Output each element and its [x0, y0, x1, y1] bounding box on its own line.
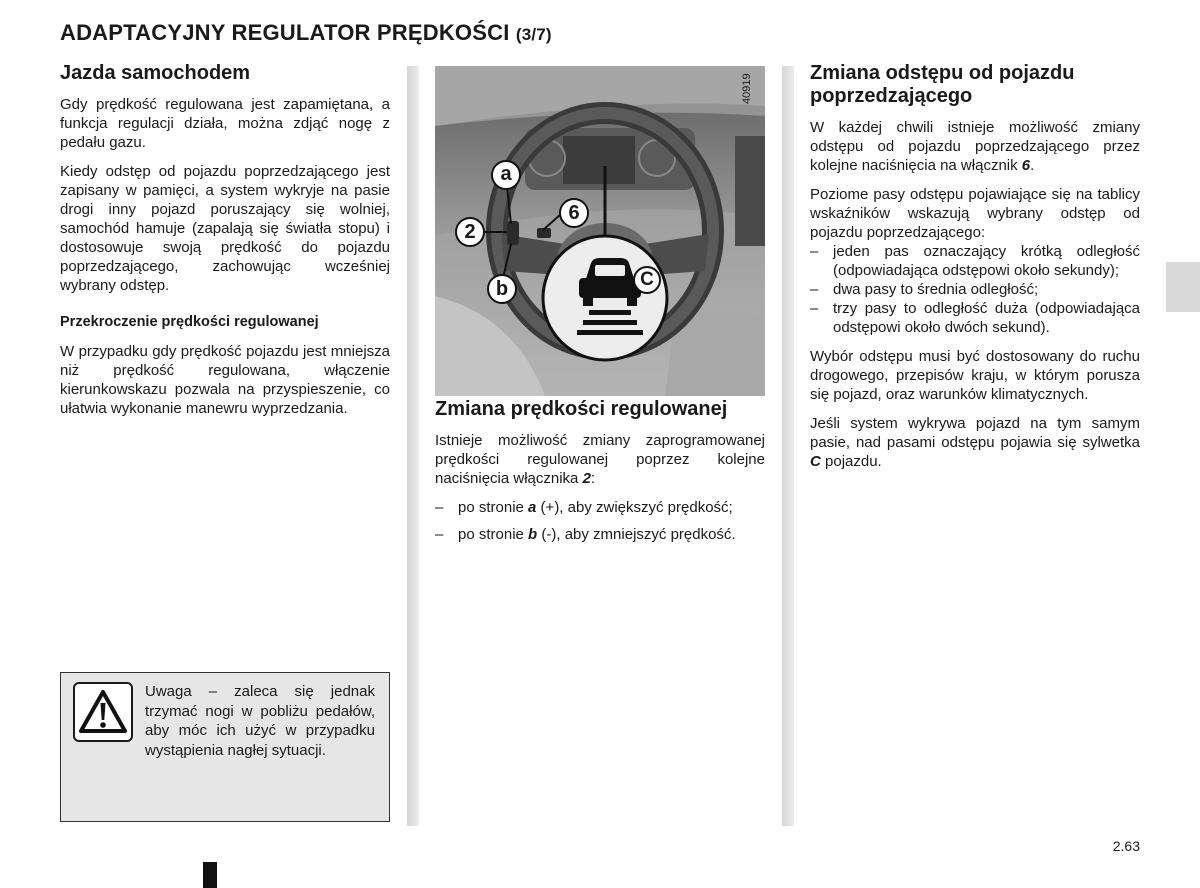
warning-box — [60, 672, 390, 822]
page-number: 2.63 — [1112, 838, 1140, 854]
speed-change-list — [435, 498, 765, 544]
overspeed-heading: Przekroczenie prędkości regulowanej — [60, 314, 319, 330]
switch-2-ref: 2 — [582, 470, 591, 487]
reference-number: 40919 — [741, 73, 753, 104]
item-text: po stronie — [458, 526, 529, 543]
callout-2: 2 — [455, 217, 485, 247]
distance-change-heading: Zmiana odstępu od pojazdu poprzedzającego — [810, 62, 1075, 107]
callout-c: C — [633, 266, 661, 294]
distance-bars-list — [810, 242, 1140, 337]
distance-paragraph-2: Poziome pasy odstępu pojawiające się na tablicy wskaźników wskazują wybrany odstęp od pojazdu poprzedzającego: — [810, 186, 1140, 241]
list-item: – trzy pasy to odległość duża (odpowiadająca odstępowi około dwóch sekund). — [810, 299, 1140, 337]
driving-paragraph-1: Gdy prędkość regulowana jest zapamiętana, a funkcja regulacji działa, można zdjąć nogę z pedału gazu. — [60, 96, 390, 151]
steering-wheel-illustration — [435, 66, 765, 396]
item-ref: b — [528, 526, 538, 543]
speed-change-intro-text: Istnieje możliwość zmiany zaprogramowanej prędkości regulowanej poprzez kolejne naciśnięcia włącznika — [435, 432, 765, 487]
page-title — [60, 20, 552, 46]
switch-6-ref: 6 — [1021, 157, 1031, 174]
driving-paragraph-2: Kiedy odstęp od pojazdu poprzedzającego jest zapisany w pamięci, a system wykryje na pasie drogi inny pojazd poruszający się wolniej, samochód hamuje (zapalają się światła stopu) i dostosowuje swoją prędkość do pojazdu poprzedzającego, zachowując wcześniej wybrany odstęp. — [60, 163, 390, 294]
paragraph-text: pojazdu. — [820, 453, 882, 470]
title-part: (3/7) — [515, 25, 552, 44]
section-tab-marker — [1166, 262, 1200, 312]
right-column — [810, 62, 1140, 481]
distance-paragraph-4 — [810, 414, 1140, 471]
driving-heading: Jazda samochodem — [60, 62, 251, 84]
paragraph-text: W każdej chwili istnieje możliwość zmiany odstępu od pojazdu poprzedzającego przez kolejne naciśnięcia na włącznik — [810, 119, 1140, 174]
left-column — [60, 62, 390, 428]
callout-6: 6 — [559, 198, 589, 228]
callout-b: b — [487, 274, 517, 304]
speed-change-intro-end: : — [590, 470, 596, 487]
paragraph-text: Jeśli system wykrywa pojazd na tym samym pasie, nad pasami odstępu pojawia się sylwetka — [810, 415, 1140, 451]
item-text: (+), aby zwiększyć prędkość; — [536, 499, 733, 516]
warning-text: Uwaga – zaleca się jednak trzymać nogi w pobliżu pedałów, aby móc ich użyć w przypadku wystąpienia nagłej sytuacji. — [145, 683, 375, 759]
item-text: po stronie — [458, 499, 529, 516]
distance-paragraph-1 — [810, 118, 1140, 175]
silhouette-c-ref: C — [810, 453, 821, 470]
speed-change-heading: Zmiana prędkości regulowanej — [435, 398, 728, 420]
paragraph-text: . — [1030, 157, 1035, 174]
callout-a: a — [491, 160, 521, 190]
warning-triangle-icon — [73, 682, 133, 742]
column-separator-right — [782, 66, 794, 826]
title-text: ADAPTACYJNY REGULATOR PRĘDKOŚCI — [60, 20, 510, 45]
overspeed-paragraph: W przypadku gdy prędkość pojazdu jest mniejsza niż prędkość regulowana, włączenie kierunkowskazu pozwala na przyspieszenie, co ułatwia wykonanie manewru wyprzedzania. — [60, 343, 390, 417]
item-ref: a — [528, 499, 537, 516]
column-separator-left — [407, 66, 419, 826]
middle-column — [435, 398, 765, 554]
list-item — [435, 525, 765, 544]
list-item: – jeden pas oznaczający krótką odległość (odpowiadająca odstępowi około sekundy); — [810, 242, 1140, 280]
item-text: (-), aby zmniejszyć prędkość. — [537, 526, 736, 543]
distance-paragraph-3: Wybór odstępu musi być dostosowany do ruchu drogowego, przepisów kraju, w którym porusza się pojazd, oraz warunków klimatycznych. — [810, 348, 1140, 403]
speed-change-intro — [435, 431, 765, 488]
list-item — [435, 498, 765, 517]
footer-mark — [203, 862, 217, 888]
list-item: – dwa pasy to średnia odległość; — [810, 280, 1140, 299]
